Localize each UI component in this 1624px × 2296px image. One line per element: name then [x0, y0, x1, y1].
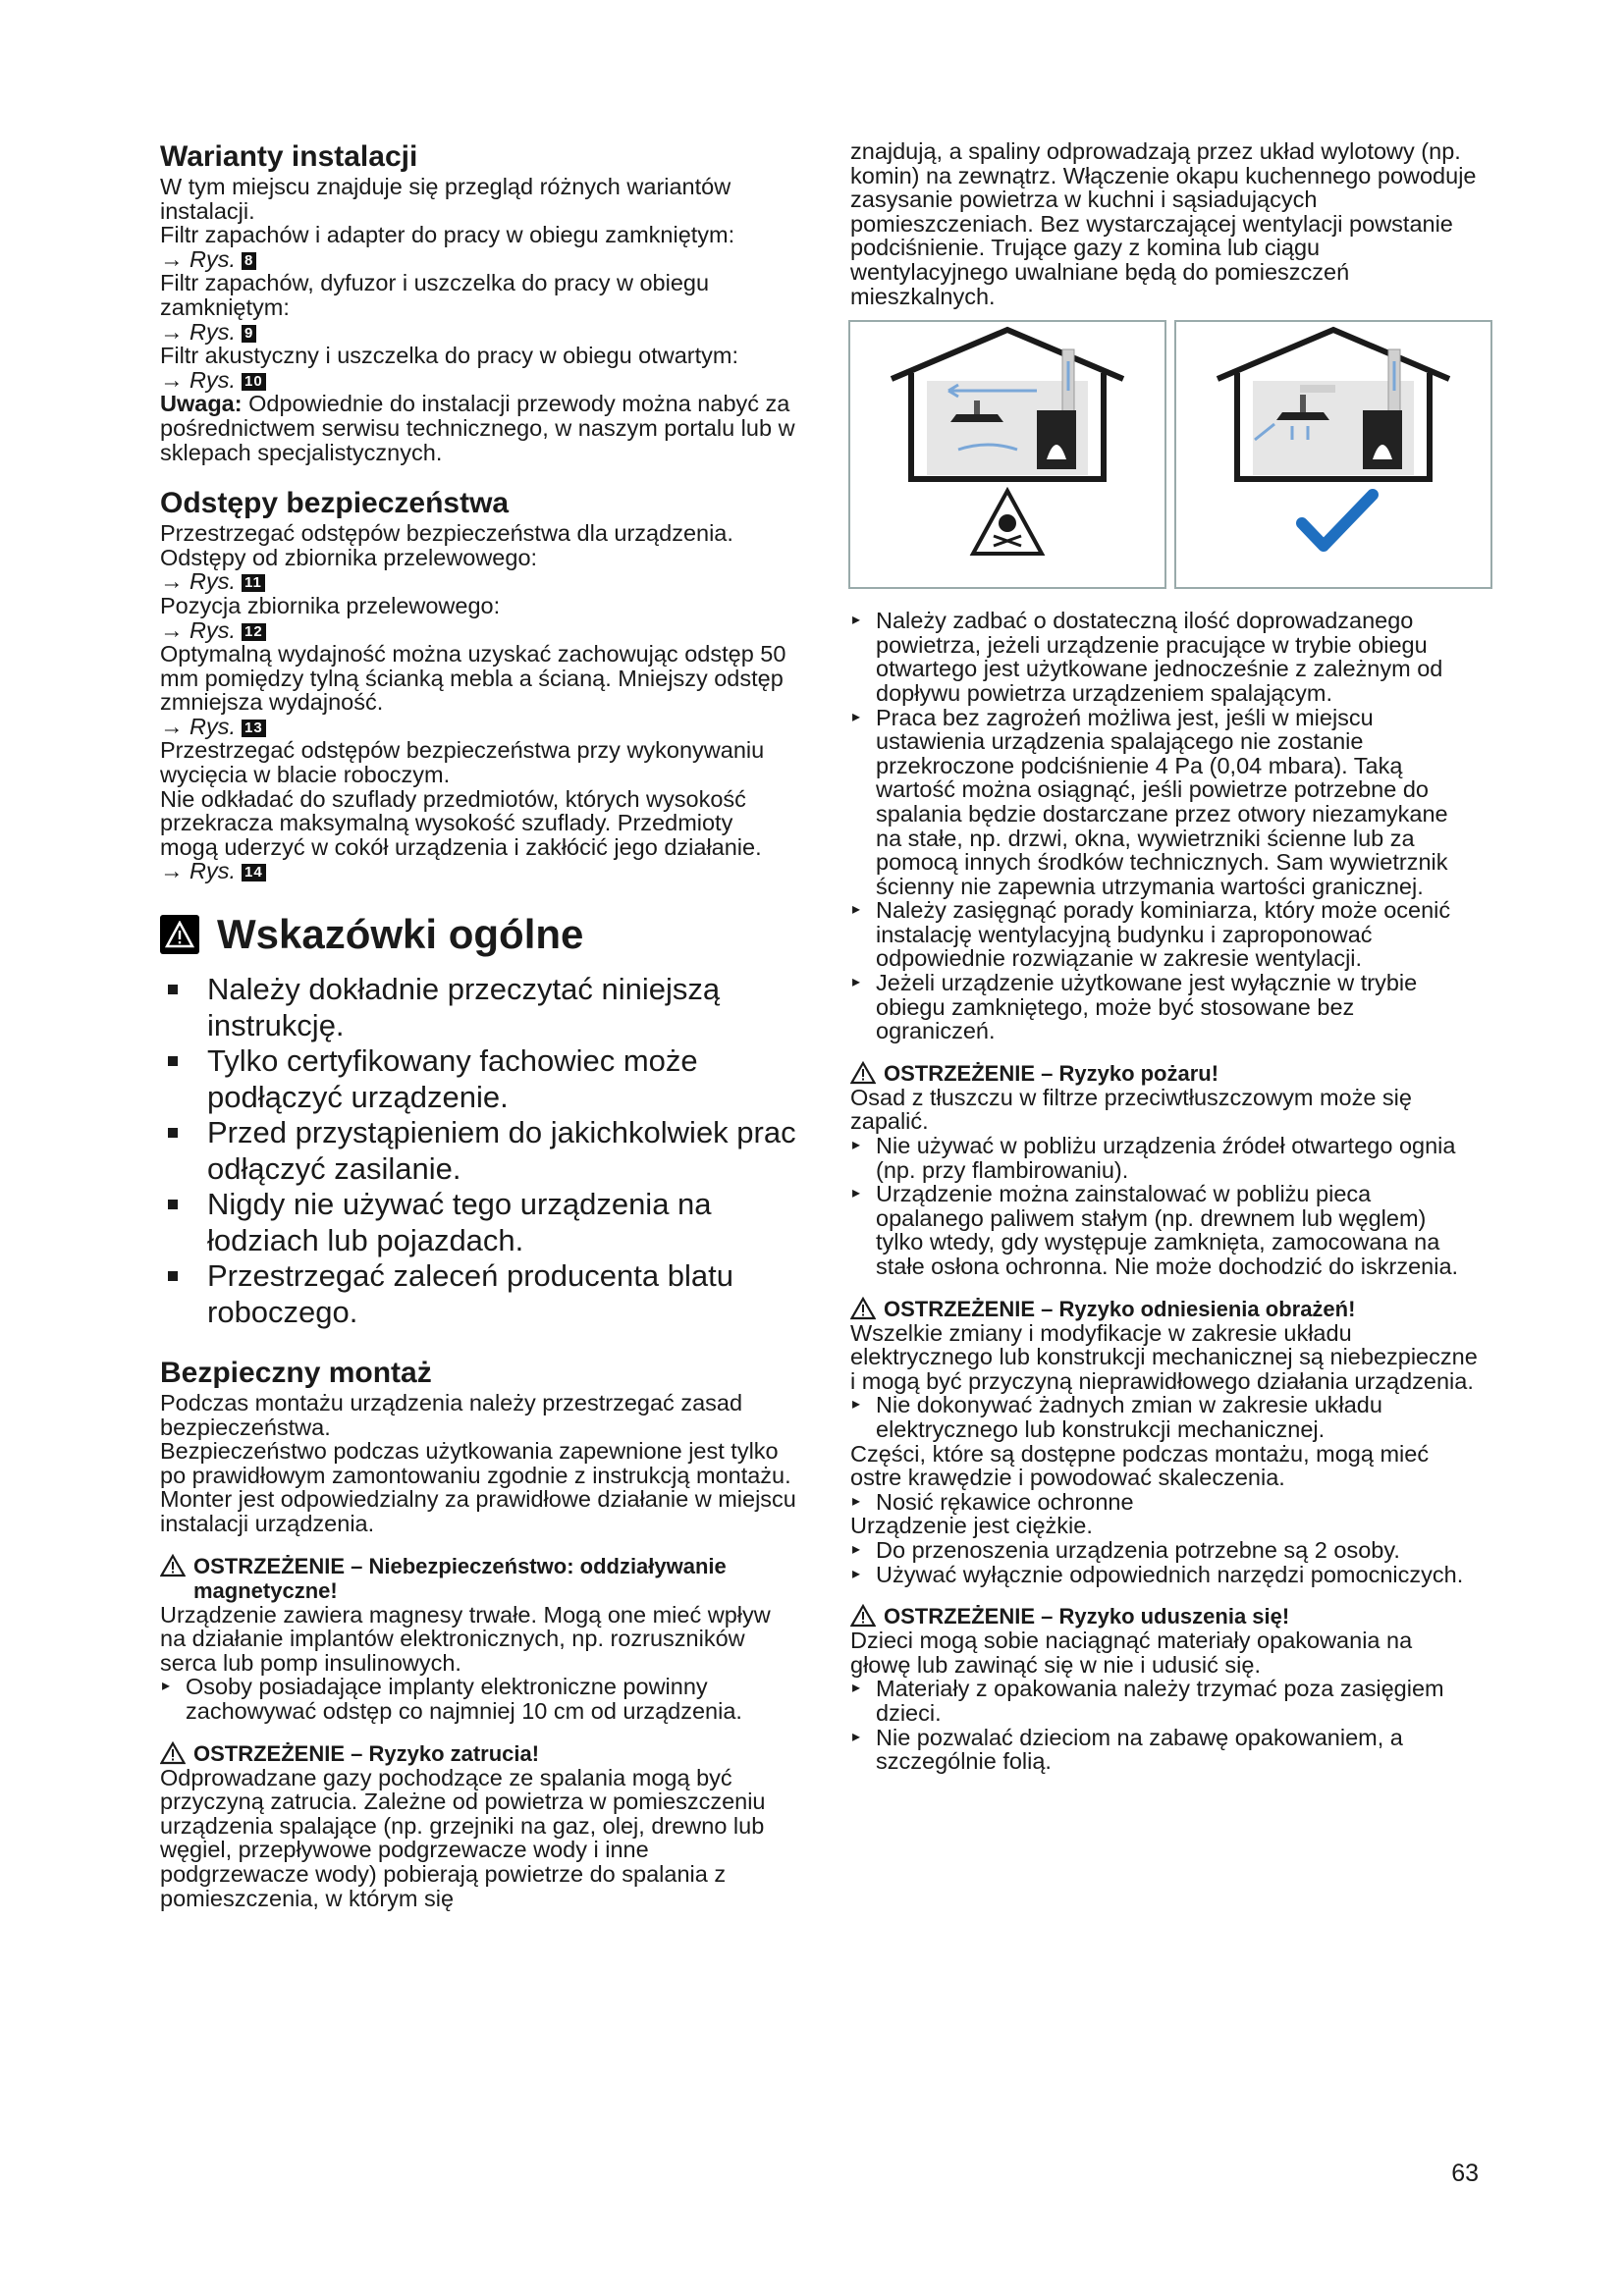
montaz-p1: Podczas montażu urządzenia należy przestrzegać zasad bezpieczeństwa.	[160, 1390, 743, 1440]
warning-poison-heading	[160, 1741, 796, 1766]
odstepy-p5: Przestrzegać odstępów bezpieczeństwa przy wykonywaniu wycięcia w blacie roboczym.	[160, 737, 765, 788]
warning-injury-list-2	[850, 1490, 1479, 1515]
ref-text: → Rys.	[160, 713, 237, 739]
warning-fire-heading	[850, 1061, 1479, 1086]
fig-ref-11	[160, 569, 796, 594]
heading-warianty: Warianty instalacji	[160, 140, 418, 173]
list-item: Nigdy nie używać tego urządzenia na łodziach lub pojazdach.	[160, 1187, 796, 1258]
warning-title: OSTRZEŻENIE – Niebezpieczeństwo: oddziaływanie magnetyczne!	[193, 1553, 727, 1603]
fig-ref-10	[160, 368, 796, 393]
warning-triangle-icon	[160, 1741, 186, 1765]
note-label: Uwaga:	[160, 391, 243, 417]
general-list	[160, 972, 796, 1330]
odstepy-p1: Przestrzegać odstępów bezpieczeństwa dla urządzenia.	[160, 520, 733, 547]
warning-poison-text: Odprowadzane gazy pochodzące ze spalania mogą być przyczyną zatrucia. Zależne od powietrza w pomieszczeniu urządzenia spalające (np. grzejniki na gaz, olej, drewno lub węgiel, przepływowe podgrzewacze wody i inne podgrzewacze wody) pobierają powietrze do spalania z pomieszczenia, w którym się	[160, 1764, 766, 1911]
ref-text: → Rys.	[160, 366, 237, 393]
warning-injury-heading	[850, 1297, 1479, 1321]
warning-triangle-icon	[850, 1604, 876, 1628]
ventilation-list	[850, 609, 1479, 1043]
list-item: Należy dokładnie przeczytać niniejszą instrukcję.	[160, 972, 796, 1043]
fig-badge: 13	[242, 720, 266, 737]
fig-ref-8	[160, 247, 796, 272]
fig-ref-14	[160, 859, 796, 883]
left-column	[160, 139, 796, 1910]
fig-ref-13	[160, 715, 796, 739]
warning-fire-text: Osad z tłuszczu w filtrze przeciwtłuszczowym może się zapalić.	[850, 1084, 1412, 1135]
odstepy-p2: Odstępy od zbiornika przelewowego:	[160, 544, 538, 570]
illustration-panel-ok	[1174, 320, 1492, 589]
warianty-intro: W tym miejscu znajduje się przegląd różnych wariantów instalacji.	[160, 174, 731, 224]
list-item: ▸ Jeżeli urządzenie użytkowane jest wyłącznie w trybie obiegu zamkniętego, może być stosowane bez ograniczeń.	[850, 971, 1479, 1043]
list-item: Przestrzegać zaleceń producenta blatu roboczego.	[160, 1258, 796, 1330]
wskazowki-header	[160, 911, 796, 958]
right-column	[850, 139, 1479, 1774]
list-item: Tylko certyfikowany fachowiec może podłączyć urządzenie.	[160, 1043, 796, 1115]
section-warianty	[160, 139, 796, 464]
odstepy-p3: Pozycja zbiornika przelewowego:	[160, 592, 501, 618]
warning-suffocation-text: Dzieci mogą sobie naciągnąć materiały opakowania na głowę lub zawinąć się w nie i udusić się.	[850, 1628, 1413, 1678]
warning-title: OSTRZEŻENIE – Ryzyko odniesienia obrażeń!	[884, 1296, 1356, 1321]
list-item: Przed przystąpieniem do jakichkolwiek prac odłączyć zasilanie.	[160, 1115, 796, 1187]
list-item: ▸ Należy zasięgnąć porady kominiarza, który może ocenić instalację wentylacyjną budynku i zaproponować odpowiednie rozwiązanie w zakresie wentylacji.	[850, 898, 1479, 971]
fig-badge: 8	[242, 252, 256, 270]
odstepy-p6: Nie odkładać do szuflady przedmiotów, których wysokość przekracza maksymalną wysokość szuflady. Przedmioty mogą uderzyć w cokół urządzenia i zakłócić jego działanie.	[160, 785, 762, 860]
warning-magnetic-heading	[160, 1554, 796, 1603]
fig-ref-9	[160, 320, 796, 345]
fig-badge: 10	[242, 373, 266, 391]
illustration-panel-danger	[848, 320, 1166, 589]
ref-text: → Rys.	[160, 616, 237, 643]
montaz-p2: Bezpieczeństwo podczas użytkowania zapewnione jest tylko po prawidłowym zamontowaniu zgodnie z instrukcją montażu. Monter jest odpowiedzialny za prawidłowe działanie w miejscu instalacji urządzenia.	[160, 1438, 796, 1536]
ventilation-illustration	[848, 320, 1479, 589]
checkmark-icon	[1302, 495, 1373, 546]
warianty-v2: Filtr zapachów, dyfuzor i uszczelka do pracy w obiegu zamkniętym:	[160, 270, 710, 320]
warning-magnetic-text: Urządzenie zawiera magnesy trwałe. Mogą one mieć wpływ na działanie implantów elektronicznych, np. rozruszników serca lub pomp insulinowych.	[160, 1601, 771, 1676]
list-item: ▸ Nie pozwalać dzieciom na zabawę opakowaniem, a szczególnie folią.	[850, 1726, 1479, 1774]
warning-title: OSTRZEŻENIE – Ryzyko uduszenia się!	[884, 1604, 1290, 1629]
warning-injury-list-1	[850, 1393, 1479, 1441]
list-item: ▸ Urządzenie można zainstalować w pobliżu pieca opalanego paliwem stałym (np. drewnem lub węglem) tylko wtedy, gdy występuje zamknięta, zamocowana na stałe osłona ochronna. Nie może dochodzić do iskrzenia.	[850, 1182, 1479, 1278]
ref-text: → Rys.	[160, 318, 237, 345]
warning-suffocation-list	[850, 1677, 1479, 1773]
warning-injury-text-1: Wszelkie zmiany i modyfikacje w zakresie układu elektrycznego lub konstrukcji mechanicznej są niebezpieczne i mogą być przyczyną nieprawidłowego działania urządzenia.	[850, 1319, 1478, 1394]
warning-fire-list	[850, 1134, 1479, 1279]
fig-badge: 11	[242, 574, 265, 592]
warning-suffocation-heading	[850, 1604, 1479, 1629]
warning-title: OSTRZEŻENIE – Ryzyko zatrucia!	[193, 1740, 540, 1766]
list-item: ▸ Należy zadbać o dostateczną ilość doprowadzanego powietrza, jeżeli urządzenie pracujące w trybie obiegu otwartego jest użytkowane jednocześnie z zależnym od dopływu powietrza urządzeniem spalającym.	[850, 609, 1479, 705]
warning-triangle-icon	[850, 1297, 876, 1320]
warning-triangle-icon	[850, 1061, 876, 1085]
section-montaz	[160, 1356, 796, 1910]
warning-injury-text-2: Części, które są dostępne podczas montażu, mogą mieć ostre krawędzie i powodować skaleczenia.	[850, 1440, 1430, 1491]
warianty-v3: Filtr akustyczny i uszczelka do pracy w obiegu otwartym:	[160, 343, 739, 369]
list-item: ▸ Praca bez zagrożeń możliwa jest, jeśli w miejscu ustawienia urządzenia spalającego nie zostanie przekroczone podciśnienie 4 Pa (0,04 mbara). Taką wartość można osiągnąć, jeśli powietrze potrzebne do spalania będzie dostarczane przez otwory niezamykane na stałe, np. drzwi, okna, wywietrzniki ścienne lub za pomocą innych środków technicznych. Sam wywietrznik ścienny nie zapewnia utrzymania wartości granicznej.	[850, 706, 1479, 899]
list-item: ▸ Nosić rękawice ochronne	[850, 1490, 1479, 1515]
ref-text: → Rys.	[160, 568, 237, 595]
list-item: ▸ Nie dokonywać żadnych zmian w zakresie układu elektrycznego lub konstrukcji mechanicznej.	[850, 1393, 1479, 1441]
page-number: 63	[1451, 2160, 1479, 2187]
ref-text: → Rys.	[160, 245, 237, 272]
odstepy-p4: Optymalną wydajność można uzyskać zachowując odstęp 50 mm pomiędzy tylną ścianką mebla a ścianą. Mniejszy odstęp zmniejsza wydajność.	[160, 641, 786, 716]
ref-text: → Rys.	[160, 858, 237, 884]
warning-magnetic-list	[160, 1675, 796, 1723]
list-item: ▸ Osoby posiadające implanty elektroniczne powinny zachowywać odstęp co najmniej 10 cm od urządzenia.	[160, 1675, 796, 1723]
warianty-v1: Filtr zapachów i adapter do pracy w obiegu zamkniętym:	[160, 222, 735, 248]
list-item: ▸ Nie używać w pobliżu urządzenia źródeł otwartego ognia (np. przy flambirowaniu).	[850, 1134, 1479, 1182]
warning-box-icon	[160, 915, 199, 954]
heading-wskazowki: Wskazówki ogólne	[217, 911, 584, 958]
house-danger-icon	[850, 322, 1164, 587]
warning-triangle-icon	[160, 1554, 186, 1577]
warianty-note	[160, 392, 796, 464]
fig-ref-12	[160, 618, 796, 643]
heading-montaz: Bezpieczny montaż	[160, 1357, 432, 1390]
note-text: Odpowiednie do instalacji przewody można nabyć za pośrednictwem serwisu technicznego, w naszym portalu lub w sklepach specjalistycznych.	[160, 391, 795, 465]
fig-badge: 9	[242, 325, 256, 343]
list-item: ▸ Używać wyłącznie odpowiednich narzędzi pomocniczych.	[850, 1563, 1479, 1587]
list-item: ▸ Materiały z opakowania należy trzymać poza zasięgiem dzieci.	[850, 1677, 1479, 1725]
warning-injury-list-3	[850, 1538, 1479, 1586]
house-ok-icon	[1176, 322, 1490, 587]
section-odstepy	[160, 486, 796, 883]
fig-badge: 12	[242, 623, 266, 641]
poison-continued-text: znajdują, a spaliny odprowadzają przez układ wylotowy (np. komin) na zewnątrz. Włączenie okapu kuchennego powoduje zasysanie powietrza w kuchni i sąsiadujących pomieszczeniach. Bez wystarczającej wentylacji powstanie podciśnienie. Trujące gazy z komina lub ciągu wentylacyjnego uwalniane będą do pomieszczeń mieszkalnych.	[850, 138, 1477, 309]
warning-injury-text-3: Urządzenie jest ciężkie.	[850, 1513, 1093, 1539]
fig-badge: 14	[242, 864, 266, 881]
list-item: ▸ Do przenoszenia urządzenia potrzebne są 2 osoby.	[850, 1538, 1479, 1563]
warning-title: OSTRZEŻENIE – Ryzyko pożaru!	[884, 1060, 1219, 1086]
heading-odstepy: Odstępy bezpieczeństwa	[160, 487, 510, 520]
